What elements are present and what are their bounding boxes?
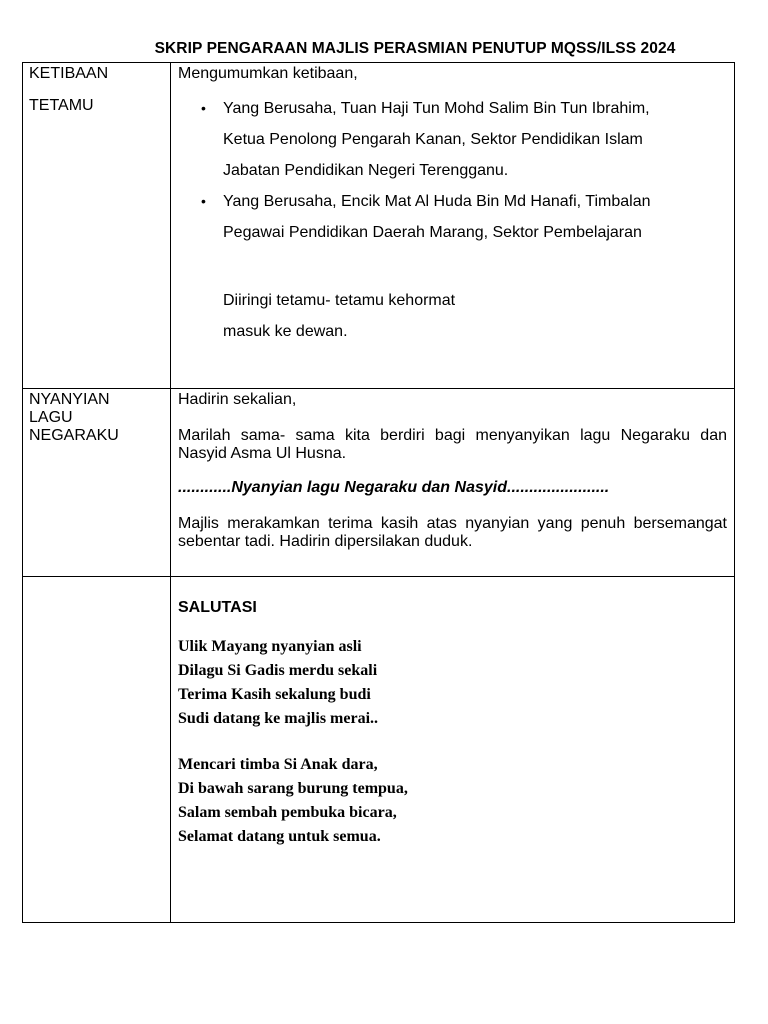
bullet-icon: • <box>201 193 206 209</box>
pantun-2-line-1: Mencari timba Si Anak dara, <box>178 756 378 773</box>
negaraku-invite: Marilah sama- sama kita berdiri bagi menyanyikan lagu Negaraku dan Nasyid Asma Ul Husna. <box>178 427 727 462</box>
pantun-2 <box>178 753 727 849</box>
guest-2-line-2: Pegawai Pendidikan Daerah Marang, Sektor Pembelajaran <box>223 224 642 241</box>
label-ketibaan: KETIBAAN <box>29 65 109 82</box>
escort-line-1: Diiringi tetamu- tetamu kehormat <box>223 292 456 309</box>
negaraku-cue: ............Nyanyian lagu Negaraku dan Nasyid....................... <box>178 479 610 496</box>
label-negaraku: NEGARAKU <box>29 427 119 444</box>
row-nyanyian-negaraku <box>23 389 735 577</box>
guest-1-line-2: Ketua Penolong Pengarah Kanan, Sektor Pendidikan Islam <box>223 131 643 148</box>
script-table <box>22 62 735 923</box>
guest-1-line-3: Jabatan Pendidikan Negeri Terengganu. <box>223 162 509 179</box>
bullet-icon: • <box>201 100 206 116</box>
pantun-1-line-4: Sudi datang ke majlis merai.. <box>178 710 379 727</box>
content-cell-negaraku <box>171 389 735 577</box>
label-nyanyian: NYANYIAN <box>29 391 110 408</box>
guest-2-line-1: Yang Berusaha, Encik Mat Al Huda Bin Md Hanafi, Timbalan <box>223 193 651 210</box>
content-cell-salutasi <box>171 577 735 923</box>
guest-item-1 <box>201 93 727 186</box>
guest-1-line-1: Yang Berusaha, Tuan Haji Tun Mohd Salim Bin Tun Ibrahim, <box>223 100 650 117</box>
pantun-2-line-3: Salam sembah pembuka bicara, <box>178 804 397 821</box>
pantun-1-line-2: Dilagu Si Gadis merdu sekali <box>178 662 378 679</box>
escort-text <box>223 285 727 347</box>
pantun-2-line-4: Selamat datang untuk semua. <box>178 828 381 845</box>
pantun-1 <box>178 635 727 731</box>
guest-item-2 <box>201 186 727 248</box>
negaraku-thanks: Majlis merakamkan terima kasih atas nyanyian yang penuh bersemangat sebentar tadi. Hadirin dipersilakan duduk. <box>178 515 727 550</box>
pantun-2-line-2: Di bawah sarang burung tempua, <box>178 780 408 797</box>
document-title: SKRIP PENGARAAN MAJLIS PERASMIAN PENUTUP MQSS/ILSS 2024 <box>154 40 676 57</box>
pantun-1-line-1: Ulik Mayang nyanyian asli <box>178 638 362 655</box>
negaraku-greeting: Hadirin sekalian, <box>178 391 297 408</box>
label-lagu: LAGU <box>29 409 73 426</box>
label-cell-ketibaan <box>23 63 171 389</box>
pantun-1-line-3: Terima Kasih sekalung budi <box>178 686 371 703</box>
escort-line-2: masuk ke dewan. <box>223 323 348 340</box>
label-cell-salutasi <box>23 577 171 923</box>
label-tetamu: TETAMU <box>29 97 94 114</box>
salutasi-heading: SALUTASI <box>178 599 257 616</box>
guest-list <box>178 93 727 248</box>
row-salutasi <box>23 577 735 923</box>
row-ketibaan-tetamu <box>23 63 735 389</box>
ketibaan-intro: Mengumumkan ketibaan, <box>178 65 358 82</box>
content-cell-ketibaan <box>171 63 735 389</box>
label-cell-negaraku <box>23 389 171 577</box>
